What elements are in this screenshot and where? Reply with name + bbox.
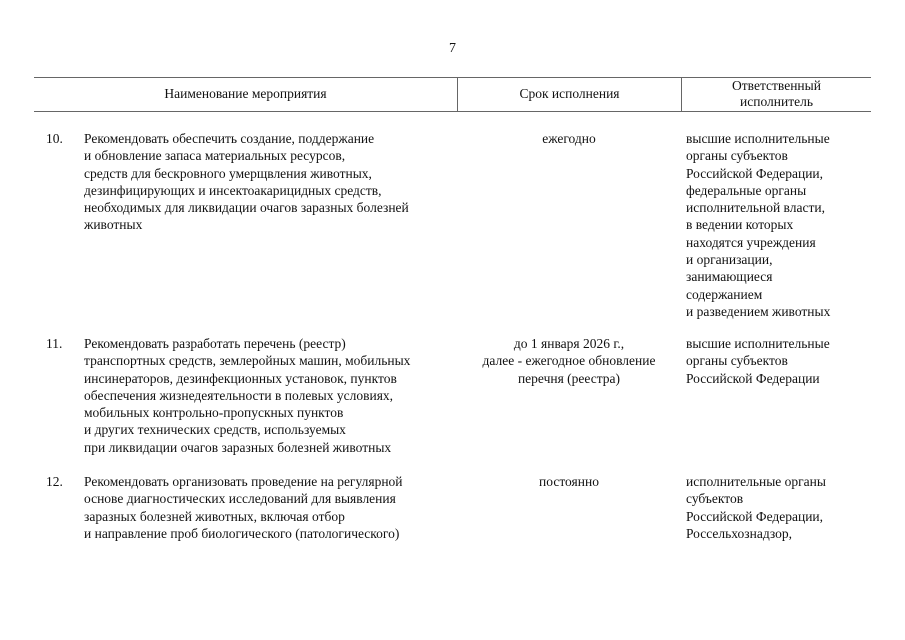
header-responsible-line: исполнитель [740,94,813,109]
responsible-text [686,335,871,387]
responsible-line: Российской Федерации [686,370,820,386]
term-line: перечня (реестра) [517,370,621,386]
term-text [458,130,680,147]
row-number: 12. [46,474,63,489]
responsible-text [686,130,871,320]
measure-line: заразных болезней животных, включая отбор [84,508,345,524]
responsible-line: находятся учреждения [686,234,816,250]
responsible-line: органы субъектов [686,353,788,369]
row-number: 11. [46,336,63,351]
term-line: постоянно [539,474,599,489]
measure-line: основе диагностических исследований для выявления [84,491,396,507]
measure-line: и обновление запаса материальных ресурсов, [84,148,346,164]
header-responsible-line: Ответственный [732,78,821,93]
responsible-line: Россельхознадзор, [686,525,792,541]
measure-line: и направление проб биологического (патологического) [84,525,400,541]
responsible-line: исполнительные органы [686,474,826,489]
header-measure [34,77,457,111]
measure-line: дезинфицирующих и инсектоакарицидных средств, [84,182,382,198]
measure-line: необходимых для ликвидации очагов заразных болезней [84,200,409,216]
header-term [458,77,681,111]
header-term-label: Срок исполнения [519,86,620,101]
responsible-line: субъектов [686,491,744,507]
responsible-text [686,473,871,542]
responsible-line: Российской Федерации, [686,508,824,524]
measure-line: мобильных контрольно-пропускных пунктов [84,405,344,421]
responsible-line: федеральные органы [686,182,807,198]
header-measure-label: Наименование мероприятия [164,86,327,101]
term-line: далее - ежегодное обновление [482,353,656,369]
responsible-line: высшие исполнительные [686,336,830,351]
responsible-line: занимающиеся [686,269,773,285]
responsible-line: и организации, [686,252,773,268]
responsible-line: содержанием [686,286,763,302]
responsible-line: высшие исполнительные [686,131,830,146]
term-text [458,473,680,490]
measure-line: транспортных средств, землеройных машин, мобильных [84,353,411,369]
responsible-line: исполнительной власти, [686,200,825,216]
measure-line: и других технических средств, используемых [84,422,346,438]
responsible-line: в ведении которых [686,217,794,233]
measure-line: средств для бескровного умерщвления животных, [84,165,372,181]
row-number: 10. [46,131,63,146]
header-responsible [682,77,871,111]
term-line: ежегодно [542,131,596,146]
term-line: до 1 января 2026 г., [513,336,625,351]
measure-line: Рекомендовать разработать перечень (реестр) [84,336,346,351]
measure-line: Рекомендовать обеспечить создание, поддержание [84,131,375,146]
term-text [458,335,680,387]
measure-line: инсинераторов, дезинфекционных установок, пунктов [84,370,397,386]
responsible-line: и разведением животных [686,303,831,319]
measure-line: Рекомендовать организовать проведение на регулярной [84,474,403,489]
measure-text [84,130,456,234]
page-number: 7 [449,41,456,56]
table-header-bottom-rule [34,111,871,112]
responsible-line: органы субъектов [686,148,788,164]
measure-text [84,473,456,542]
measure-line: обеспечения жизнедеятельности в полевых условиях, [84,387,394,403]
measure-line: животных [84,217,143,233]
measure-text [84,335,456,456]
responsible-line: Российской Федерации, [686,165,824,181]
measure-line: при ликвидации очагов заразных болезней животных [84,439,392,455]
